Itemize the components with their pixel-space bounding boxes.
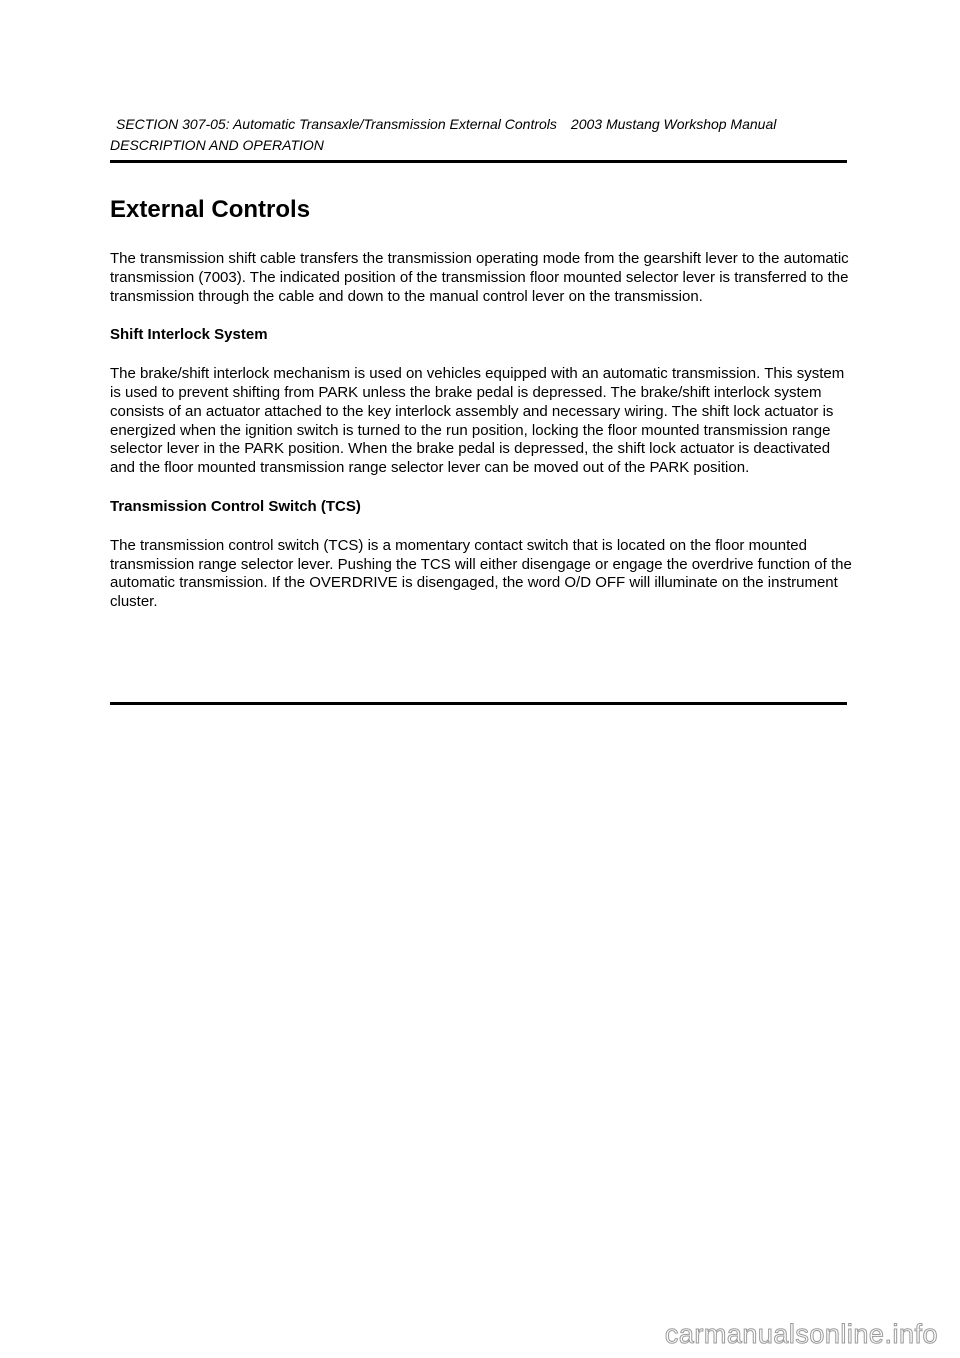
manual-title: 2003 Mustang Workshop Manual: [570, 116, 777, 132]
page-header: [116, 116, 776, 132]
section-title: SECTION 307-05: Automatic Transaxle/Transmission External Controls: [116, 116, 557, 132]
page-content: [110, 192, 855, 632]
section-body-shift-interlock: The brake/shift interlock mechanism is used on vehicles equipped with an automatic transmission. This system is used to prevent shifting from PARK unless the brake pedal is depressed. The brake/shift interlock system consists of an actuator attached to the key interlock assembly and necessary wiring. The shift lock actuator is energized when the ignition switch is turned to the run position, locking the floor mounted transmission range selector lever in the PARK position. When the brake pedal is depressed, the shift lock actuator is deactivated and the floor mounted transmission range selector lever can be moved out of the PARK position.: [110, 365, 845, 477]
section-heading-tcs: Transmission Control Switch (TCS): [110, 497, 361, 515]
subsection-title: DESCRIPTION AND OPERATION: [110, 137, 324, 153]
watermark-text: carmanualsonline.info: [664, 1319, 938, 1349]
footer-divider: [110, 702, 847, 705]
section-heading-shift-interlock: Shift Interlock System: [110, 326, 268, 344]
header-divider: [110, 160, 847, 163]
page-title: External Controls: [110, 196, 311, 223]
intro-paragraph: The transmission shift cable transfers the transmission operating mode from the gearshift lever to the automatic transmission (7003). The indicated position of the transmission floor mounted selector lever is transferred to the transmission through the cable and down to the manual control lever on the transmission.: [110, 250, 849, 305]
section-body-tcs: The transmission control switch (TCS) is a momentary contact switch that is located on the floor mounted transmission range selector lever. Pushing the TCS will either disengage or engage the overdrive function of the automatic transmission. If the OVERDRIVE is disengaged, the word O/D OFF will illuminate on the instrument cluster.: [110, 536, 852, 611]
